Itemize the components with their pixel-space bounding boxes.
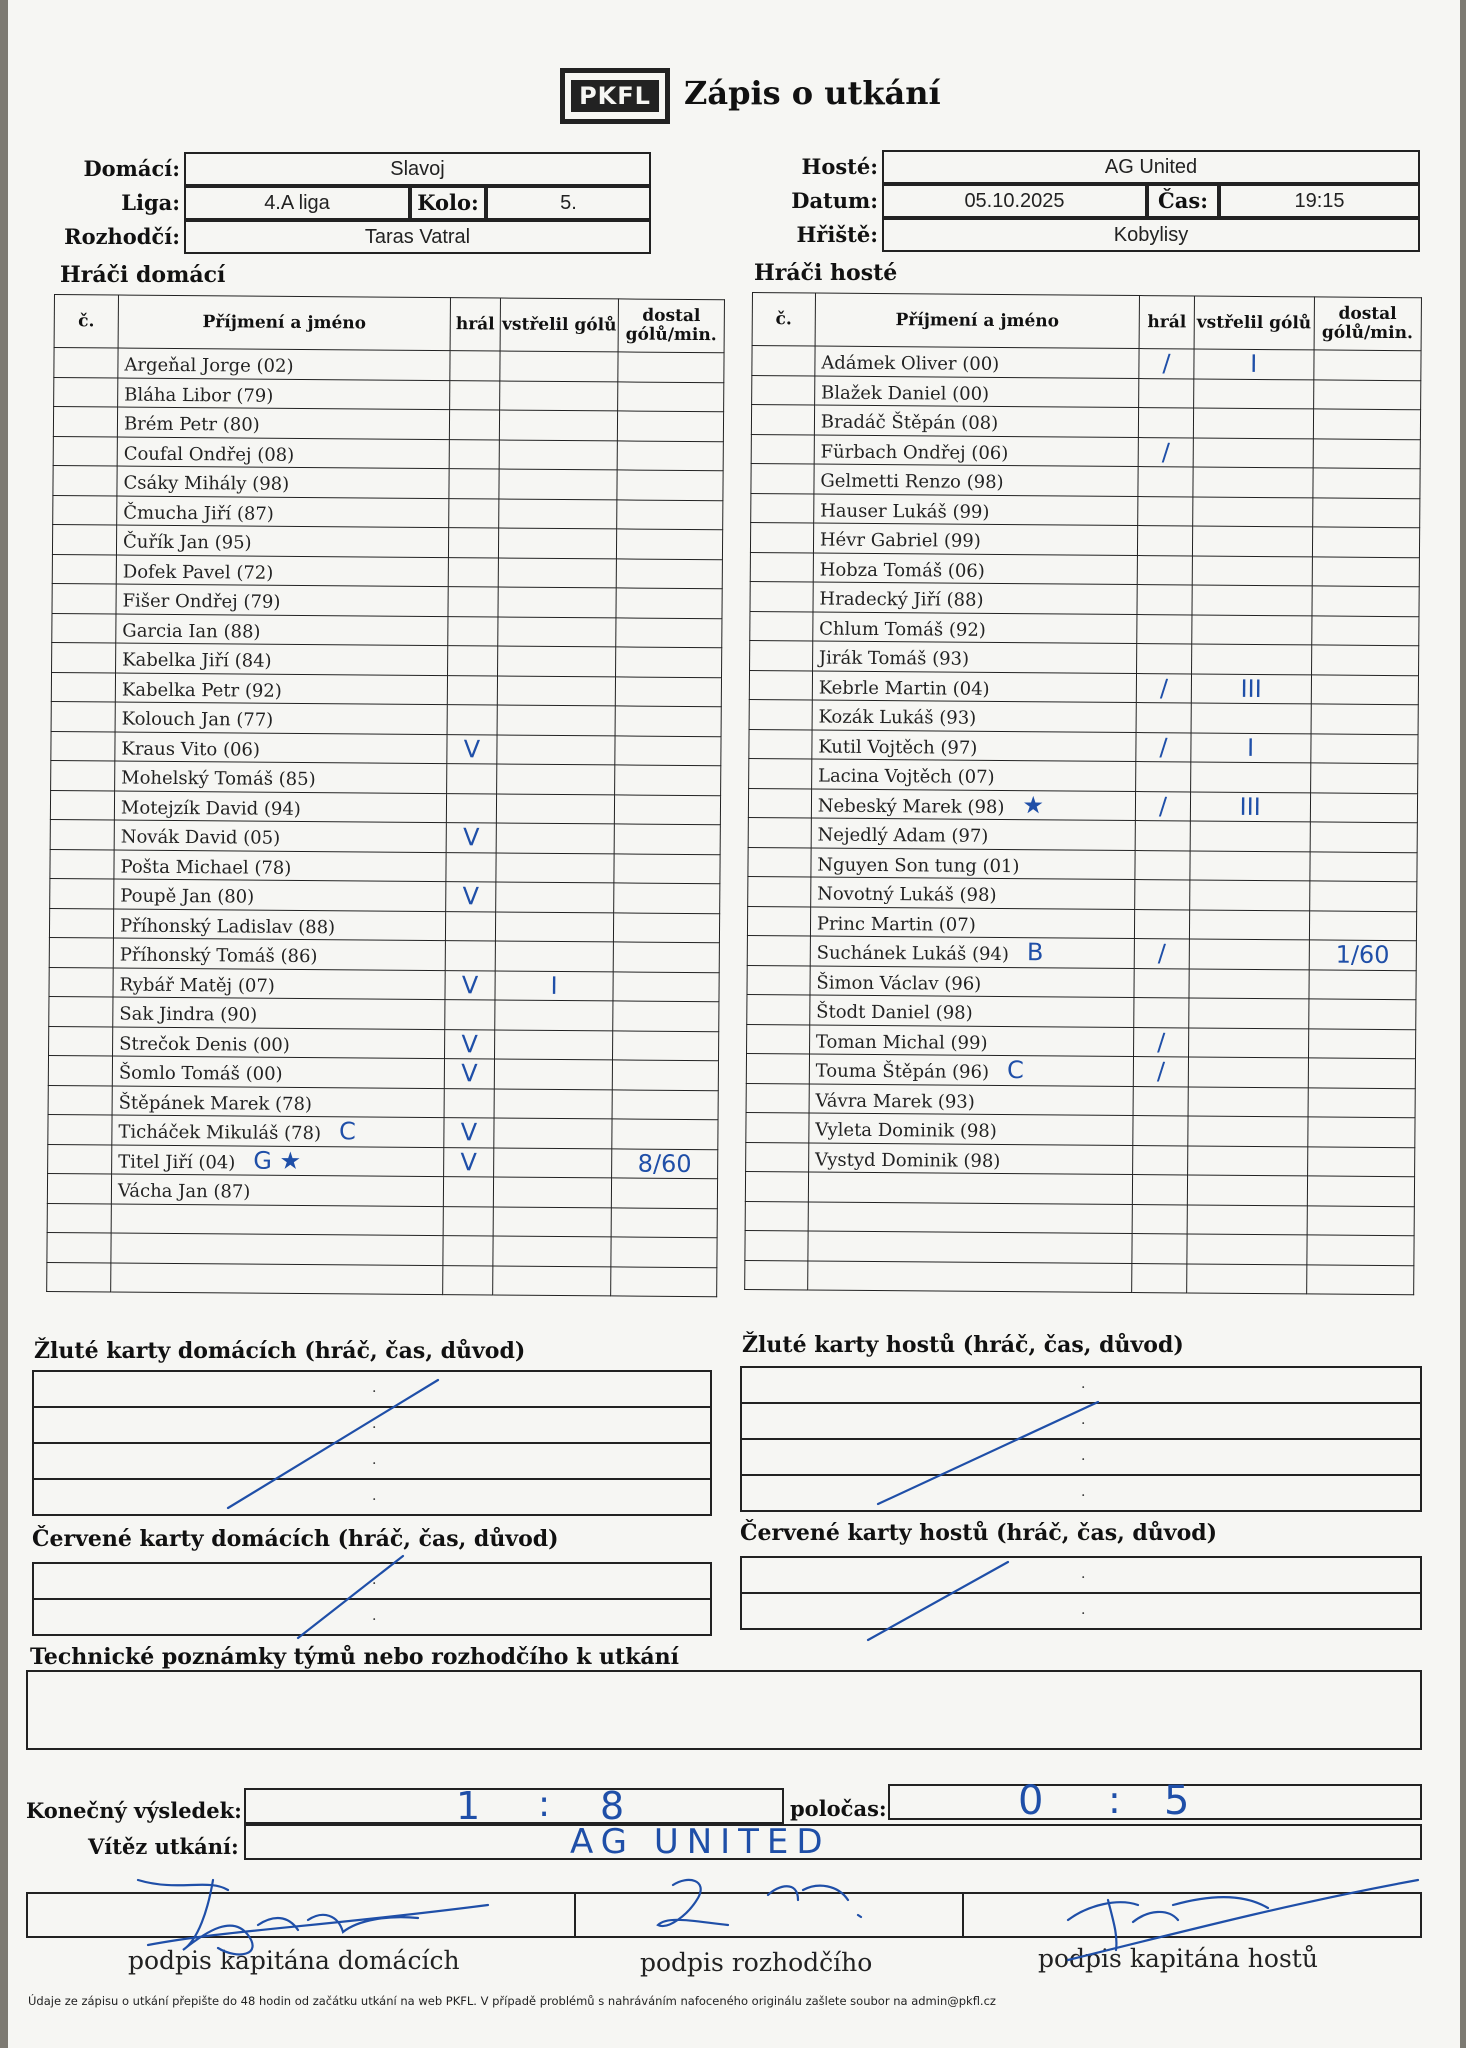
half-home-score: 0 (1018, 1778, 1044, 1824)
player-name-text: Kabelka Jiří (84) (122, 649, 272, 672)
played-mark-text: / (1156, 1057, 1166, 1086)
player-name-text: Gelmetti Renzo (98) (820, 470, 1004, 494)
time-field: 19:15 (1219, 184, 1420, 218)
played-mark-text: / (1158, 791, 1168, 821)
guests-label: Hosté: (801, 154, 878, 179)
pitch-label: Hřiště: (796, 222, 878, 247)
col-played: hrál (450, 298, 500, 351)
final-result-label: Konečný výsledek: (26, 1798, 242, 1823)
player-name-text: Novák David (05) (120, 826, 281, 850)
player-note: B (1026, 938, 1044, 967)
player-name-text: Poupě Jan (80) (120, 885, 255, 908)
yellow-cards-away-box: · · · · (740, 1366, 1422, 1512)
player-name-text: Čuřík Jan (95) (122, 531, 252, 554)
home-players-title: Hráči domácí (60, 262, 226, 288)
referee-signature (658, 1880, 861, 1926)
home-label: Domácí: (83, 156, 180, 181)
round-field: 5. (486, 186, 651, 220)
player-name-text: Motejzík David (94) (120, 797, 301, 820)
home-captain-signature (138, 1880, 488, 1954)
player-name-text: Hradecký Jiří (88) (819, 588, 984, 612)
player-name-text: Štodt Daniel (98) (816, 1001, 973, 1025)
col-played: hrál (1139, 296, 1194, 349)
player-name-text: Mohelský Tomáš (85) (121, 767, 316, 791)
player-name-text: Pošta Michael (78) (120, 856, 292, 879)
yellow-home-strike (228, 1380, 438, 1508)
yellow-cards-home-box: · · · · (32, 1370, 712, 1516)
player-name-text: Titel Jiří (04) (118, 1151, 236, 1174)
scored-mark-text: I (1247, 733, 1255, 762)
player-name-text: Vácha Jan (87) (117, 1180, 251, 1203)
player-name-text: Kebrle Martin (04) (818, 677, 990, 700)
player-name-text: Štěpánek Marek (78) (118, 1092, 313, 1115)
played-mark-text: / (1162, 349, 1171, 378)
final-home-score: 1 (456, 1784, 481, 1828)
player-name-text: Kraus Vito (06) (121, 738, 261, 761)
technical-notes-title: Technické poznámky týmů nebo rozhodčího k utkání (30, 1644, 680, 1670)
red-cards-home-title: Červené karty domácích (hráč, čas, důvod) (32, 1526, 559, 1552)
player-name-text: Suchánek Lukáš (94) (816, 942, 1010, 966)
red-cards-away-title: Červené karty hostů (hráč, čas, důvod) (740, 1520, 1218, 1546)
away-captain-signature (1068, 1880, 1418, 1960)
player-name-text: Fišer Ondřej (79) (122, 590, 281, 614)
col-scored: vstřelil gólů (1194, 296, 1314, 350)
scored-mark-text: I (550, 971, 558, 1000)
red-cards-away-box: · · (740, 1556, 1422, 1630)
player-name-text: Garcia Ian (88) (122, 620, 261, 643)
player-name-text: Vyleta Dominik (98) (815, 1119, 997, 1143)
scored-mark-text: III (1239, 792, 1261, 821)
red-home-strike (298, 1556, 403, 1638)
away-players-title: Hráči hosté (754, 260, 898, 286)
player-name-text: Chlum Tomáš (92) (819, 618, 986, 641)
played-mark-text: / (1159, 673, 1169, 703)
winner-label: Vítěz utkání: (88, 1834, 239, 1859)
player-name-text: Příhonský Ladislav (88) (119, 915, 336, 938)
played-mark-text: / (1157, 939, 1167, 968)
yellow-away-strike (878, 1402, 1098, 1504)
player-name-text: Jirák Tomáš (93) (818, 647, 970, 670)
player-name-text: Toman Michal (99) (815, 1031, 988, 1054)
half-away-score: 5 (1164, 1778, 1190, 1824)
played-mark-text: V (461, 970, 479, 1000)
player-name-text: Coufal Ondřej (08) (123, 443, 295, 466)
player-name-text: Sak Jindra (90) (119, 1003, 258, 1026)
player-name-text: Šomlo Tomáš (00) (118, 1062, 283, 1086)
player-name-text: Kabelka Petr (92) (121, 679, 282, 702)
player-name-text: Nguyen Son tung (01) (817, 854, 1020, 877)
player-note: ★ (1022, 790, 1045, 820)
player-name-text: Dofek Pavel (72) (122, 561, 274, 584)
yellow-cards-away-title: Žluté karty hostů (hráč, čas, důvod) (742, 1332, 1184, 1358)
league-label: Liga: (121, 190, 180, 215)
player-name-text: Novotný Lukáš (98) (817, 883, 997, 907)
match-sheet (8, 0, 1460, 2048)
player-name-text: Adámek Oliver (00) (821, 352, 1000, 376)
player-name-text: Fürbach Ondřej (06) (820, 441, 1009, 464)
player-name-text: Touma Štěpán (96) (815, 1060, 990, 1084)
player-name-text: Rybář Matěj (07) (119, 974, 275, 997)
player-name-text: Ticháček Mikuláš (78) (118, 1121, 322, 1145)
referee-label: Rozhodčí: (64, 224, 180, 249)
col-conceded: dostal gólů/min. (618, 299, 724, 353)
col-scored: vstřelil gólů (500, 298, 618, 352)
player-name-text: Nebeský Marek (98) (817, 795, 1005, 818)
player-name-text: Lacina Vojtěch (07) (817, 765, 995, 789)
player-name-text: Strečok Denis (00) (119, 1033, 290, 1056)
played-mark-text: V (460, 1118, 478, 1147)
referee-signature-label: podpis rozhodčího (640, 1948, 873, 1977)
home-captain-signature-label: podpis kapitána domácích (128, 1946, 460, 1975)
player-name-text: Csáky Mihály (98) (123, 472, 290, 496)
document-title: Zápis o utkání (684, 74, 941, 112)
league-field: 4.A liga (184, 186, 410, 220)
conceded-mark-text: 8/60 (637, 1149, 692, 1178)
player-name-text: Hobza Tomáš (06) (819, 559, 985, 582)
player-note: C (338, 1117, 356, 1146)
player-name-text: Hévr Gabriel (99) (819, 529, 981, 553)
player-name-text: Hauser Lukáš (99) (820, 500, 990, 523)
logo-text: PKFL (579, 82, 651, 110)
guests-field: AG United (882, 150, 1420, 184)
time-label: Čas: (1147, 184, 1219, 218)
footer-note: Údaje ze zápisu o utkání přepište do 48 hodin od začátku utkání na web PKFL. V případě problémů s nahráváním nafoceného originálu zašlete soubor na admin@pkfl.cz (28, 1994, 996, 2008)
played-mark-text: V (462, 882, 480, 911)
scored-mark-text: III (1240, 674, 1262, 703)
home-team-field: Slavoj (184, 152, 651, 186)
player-name-text: Bradáč Štěpán (08) (820, 411, 999, 435)
player-name-text: Čmucha Jiří (87) (123, 502, 274, 525)
final-score-separator: : (538, 1784, 551, 1825)
date-field: 05.10.2025 (882, 184, 1147, 218)
player-name-text: Kutil Vojtěch (97) (818, 736, 978, 759)
played-mark-text: / (1159, 732, 1168, 762)
col-number: č. (752, 293, 815, 346)
played-mark-text: V (463, 734, 481, 764)
round-label: Kolo: (410, 186, 486, 220)
scored-mark-text: I (1250, 350, 1258, 379)
player-name-text: Vávra Marek (93) (815, 1090, 975, 1113)
played-mark-text: / (1161, 437, 1170, 467)
col-name: Příjmení a jméno (118, 295, 450, 351)
conceded-mark-text: 1/60 (1335, 940, 1390, 970)
player-name-text: Brém Petr (80) (123, 413, 260, 436)
player-name-text: Princ Martin (07) (816, 913, 976, 936)
played-mark-text: V (462, 823, 480, 852)
player-name-text: Příhonský Tomáš (86) (119, 944, 318, 968)
handwriting-overlay (8, 0, 1460, 2048)
pitch-field: Kobylisy (882, 218, 1420, 252)
player-name-text: Blažek Daniel (00) (820, 382, 990, 405)
player-note: G ★ (253, 1146, 302, 1175)
winner-value: AG UNITED (570, 1822, 831, 1862)
played-mark-text: / (1157, 1027, 1166, 1057)
red-cards-home-box: · · (32, 1562, 712, 1636)
referee-field: Taras Vatral (184, 220, 651, 254)
date-label: Datum: (791, 188, 878, 213)
half-score-separator: : (1108, 1778, 1121, 1822)
player-name-text: Kolouch Jan (77) (121, 708, 274, 731)
col-number: č. (54, 295, 118, 349)
player-name-text: Vystyd Dominik (98) (814, 1149, 1001, 1172)
half-time-label: poločas: (790, 1796, 887, 1821)
player-note: C (1006, 1056, 1024, 1085)
player-name-text: Nejedlý Adam (97) (817, 824, 989, 848)
played-mark-text: V (461, 1029, 478, 1059)
col-name: Příjmení a jméno (815, 293, 1140, 349)
col-conceded: dostal gólů/min. (1314, 297, 1422, 351)
away-captain-signature-label: podpis kapitána hostů (1038, 1944, 1318, 1973)
player-name-text: Kozák Lukáš (93) (818, 706, 977, 730)
player-name-text: Argeňal Jorge (02) (124, 354, 294, 378)
player-name-text: Šimon Václav (96) (816, 972, 982, 995)
player-name-text: Bláha Libor (79) (124, 384, 274, 407)
red-away-strike (868, 1562, 1008, 1640)
played-mark-text: V (460, 1147, 478, 1177)
final-away-score: 8 (600, 1784, 625, 1828)
yellow-cards-home-title: Žluté karty domácích (hráč, čas, důvod) (34, 1338, 526, 1364)
played-mark-text: V (461, 1059, 478, 1088)
